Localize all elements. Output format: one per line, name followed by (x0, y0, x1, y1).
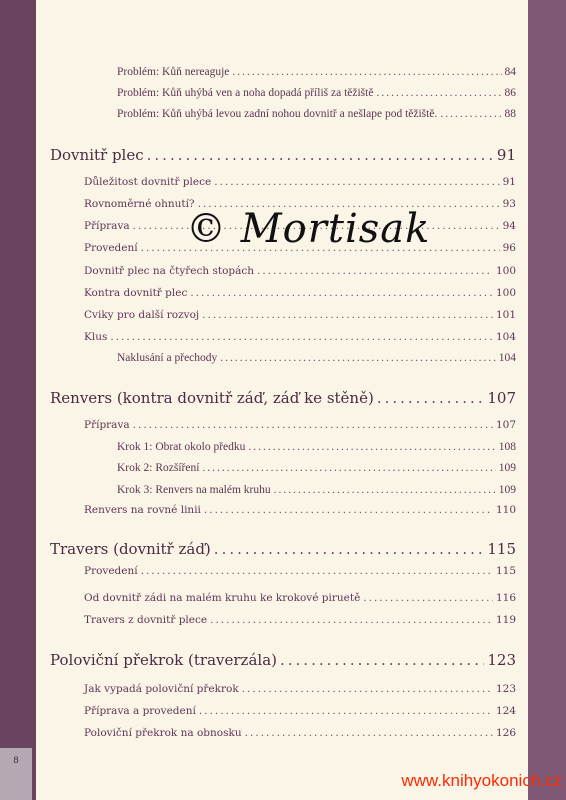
toc-title: Příprava a provedení (84, 705, 196, 717)
toc-leader-dots (376, 87, 501, 99)
toc-title: Rovnoměrné ohnutí? (84, 198, 195, 210)
toc-entry (84, 565, 516, 577)
toc-page-number: 126 (495, 727, 516, 739)
toc-leader-dots (214, 176, 499, 188)
toc-entry (84, 287, 516, 299)
toc-page-number: 123 (495, 683, 516, 695)
toc-leader-dots (280, 651, 484, 669)
toc-page-number: 100 (495, 287, 516, 299)
toc-page-number: 115 (487, 540, 516, 558)
toc-title: Krok 1: Obrat okolo předku (117, 441, 246, 453)
toc-page-number: 91 (502, 176, 516, 188)
toc-title: Problém: Kůň nereaguje (117, 66, 230, 78)
toc-title: Travers z dovnitř plece (84, 614, 208, 626)
toc-page-number: 109 (498, 484, 516, 496)
toc-leader-dots (440, 108, 501, 120)
toc-page-number: 123 (487, 651, 516, 669)
toc-leader-dots (210, 614, 493, 626)
toc-page-number: 84 (504, 66, 516, 78)
toc-title: Důležitost dovnitř plece (84, 176, 212, 188)
right-margin-band (528, 0, 566, 800)
toc-page-number: 94 (502, 220, 516, 232)
toc-page-number: 109 (498, 462, 516, 474)
site-url: www.knihyokonich.cz (401, 771, 562, 790)
toc-entry (117, 352, 516, 364)
toc-leader-dots (274, 484, 496, 496)
toc-entry (117, 462, 516, 474)
toc-leader-dots (110, 331, 493, 343)
toc-leader-dots (220, 352, 495, 364)
toc-leader-dots (204, 504, 493, 516)
toc-page-number: 88 (504, 108, 516, 120)
toc-title: Provedení (84, 242, 138, 254)
toc-leader-dots (202, 309, 493, 321)
toc-title: Renvers (kontra dovnitř záď, záď ke stěně) (50, 389, 374, 407)
toc-page-number: 93 (502, 198, 516, 210)
toc-title: Poloviční překrok (traverzála) (50, 651, 277, 669)
toc-leader-dots (245, 727, 493, 739)
toc-entry (117, 108, 516, 120)
toc-entry (84, 419, 516, 431)
toc-leader-dots (242, 683, 493, 695)
toc-entry (117, 441, 516, 453)
toc-page-number: 124 (495, 705, 516, 717)
toc-chapter (50, 146, 516, 164)
toc-title: Kontra dovnitř plec (84, 287, 188, 299)
toc-page-number: 104 (498, 352, 516, 364)
toc-title: Klus (84, 331, 108, 343)
toc-title: Cviky pro další rozvoj (84, 309, 200, 321)
toc-title: Příprava (84, 419, 130, 431)
toc-entry (84, 504, 516, 516)
toc-page-number: 91 (496, 146, 516, 164)
toc-page-number: 86 (504, 87, 516, 99)
toc-title: Provedení (84, 565, 138, 577)
toc-leader-dots (147, 146, 494, 164)
toc-entry (84, 309, 516, 321)
toc-leader-dots (377, 389, 485, 407)
toc-leader-dots (214, 540, 485, 558)
toc-page-number: 115 (495, 565, 516, 577)
toc-page-number: 96 (502, 242, 516, 254)
toc-page-number: 116 (495, 592, 516, 604)
toc-title: Příprava (84, 220, 130, 232)
page-number: 8 (13, 756, 19, 766)
toc-title: Dovnitř plec (50, 146, 144, 164)
toc-title: Jak vypadá poloviční překrok (84, 683, 239, 695)
toc-leader-dots (248, 441, 495, 453)
toc-title: Naklusání a přechody (117, 352, 218, 364)
toc-title: Renvers na rovné linii (84, 504, 201, 516)
watermark: © Mortisak (186, 206, 431, 252)
toc-page-number: 104 (495, 331, 516, 343)
toc-page-number: 107 (487, 389, 516, 407)
toc-page-number: 110 (495, 504, 516, 516)
toc-entry (84, 265, 516, 277)
toc-entry (117, 484, 516, 496)
toc-entry (84, 614, 516, 626)
toc-leader-dots (232, 66, 501, 78)
toc-title: Krok 3: Renvers na malém kruhu (117, 484, 271, 496)
toc-page-number: 107 (495, 419, 516, 431)
toc-leader-dots (363, 592, 493, 604)
toc-chapter (50, 651, 516, 669)
toc-title: Krok 2: Rozšíření (117, 462, 200, 474)
toc-title: Problém: Kůň uhýbá ven a noha dopadá příliš za těžiště (117, 87, 374, 99)
toc-chapter (50, 540, 516, 558)
toc-page-number: 119 (495, 614, 516, 626)
toc-leader-dots (133, 419, 493, 431)
toc-title: Problém: Kůň uhýbá levou zadní nohou dovnitř a nešlape pod těžiště. (117, 108, 438, 120)
toc-entry (117, 87, 516, 99)
toc-entry (84, 592, 516, 604)
toc-page-number: 100 (495, 265, 516, 277)
toc-entry (84, 727, 516, 739)
toc-entry (84, 705, 516, 717)
toc-leader-dots (190, 287, 493, 299)
toc-page-number: 101 (495, 309, 516, 321)
toc-leader-dots (141, 565, 493, 577)
toc-entry (84, 683, 516, 695)
toc-leader-dots (257, 265, 493, 277)
left-margin-band (0, 0, 36, 800)
toc-title: Travers (dovnitř záď) (50, 540, 211, 558)
toc-title: Od dovnitř zádi na malém kruhu ke krokové piruetě (84, 592, 361, 604)
toc-page-number: 108 (498, 441, 516, 453)
toc-entry (84, 331, 516, 343)
toc-title: Poloviční překrok na obnosku (84, 727, 242, 739)
toc-leader-dots (199, 705, 493, 717)
toc-leader-dots (202, 462, 495, 474)
toc-chapter (50, 389, 516, 407)
toc-entry (117, 66, 516, 78)
toc-entry (84, 176, 516, 188)
toc-title: Dovnitř plec na čtyřech stopách (84, 265, 255, 277)
